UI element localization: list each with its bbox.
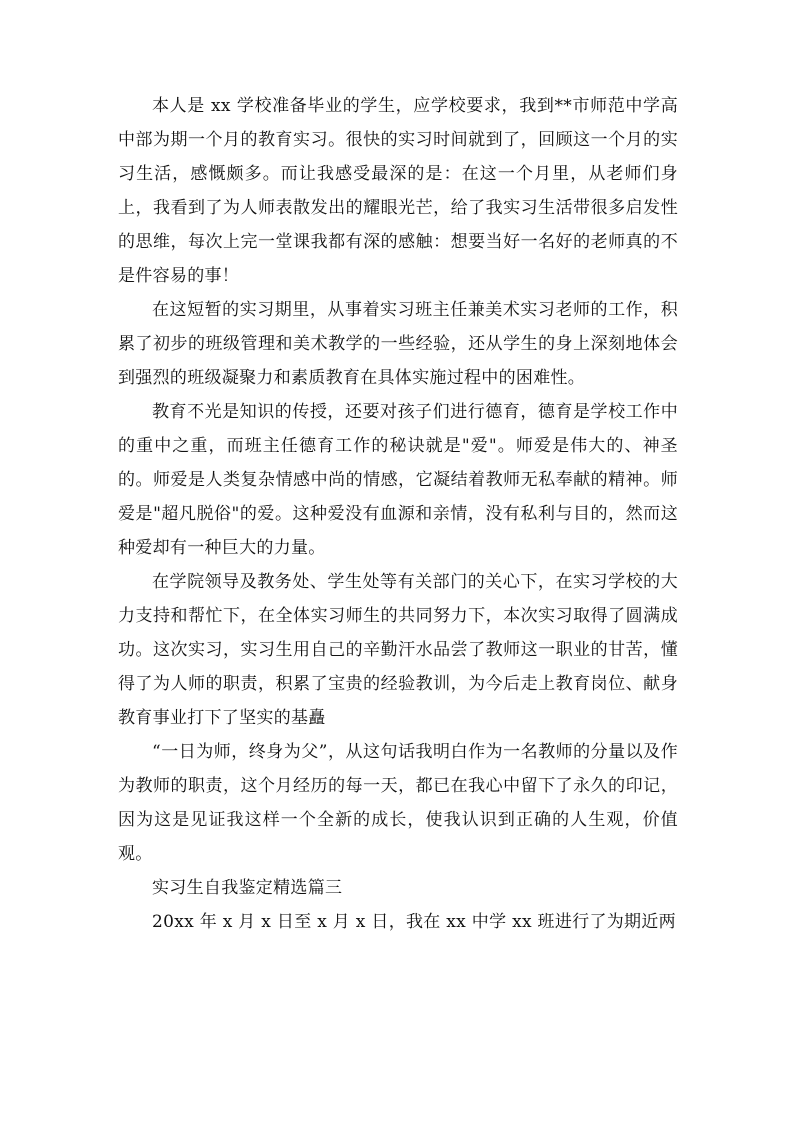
paragraph-intro: 本人是 xx 学校准备毕业的学生，应学校要求，我到**市师范中学高中部为期一个月的教育实习。很快的实习时间就到了，回顾这一个月的实习生活，感慨颇多。而让我感受最深的是：在这一个月里，从老师们身上，我看到了为人师表散发出的耀眼光芒，给了我实习生活带很多启发性的思维，每次上完一堂课我都有深的感触：想要当好一名好的老师真的不是件容易的事！ xyxy=(118,96,678,286)
paragraph-internship-work: 在这短暂的实习期里，从事着实习班主任兼美术实习老师的工作，积累了初步的班级管理和美术教学的一些经验，还从学生的身上深刻地体会到强烈的班级凝聚力和素质教育在具体实施过程中的困难性。 xyxy=(118,300,678,388)
paragraph-closing: 20xx 年 x 月 x 日至 x 月 x 日，我在 xx 中学 xx 班进行了为期近两 xyxy=(152,912,676,932)
document-body xyxy=(118,89,678,939)
paragraph-moral-education: 教育不光是知识的传授，还要对孩子们进行德育，德育是学校工作中的重中之重，而班主任德育工作的秘诀就是"爱"。师爱是伟大的、神圣的。师爱是人类复杂情感中尚的情感，它凝结着教师无私奉献的精神。师爱是"超凡脱俗"的爱。这种爱没有血源和亲情，没有私利与目的，然而这种爱却有一种巨大的力量。 xyxy=(118,402,678,558)
paragraph-success: 在学院领导及教务处、学生处等有关部门的关心下，在实习学校的大力支持和帮忙下，在全体实习师生的共同努力下，本次实习取得了圆满成功。这次实习，实习生用自己的辛勤汗水品尝了教师这一职业的甘苦，懂得了为人师的职责，积累了宝贵的经验教训，为今后走上教育岗位、献身教育事业打下了坚实的基矗 xyxy=(118,572,678,728)
paragraph-teacher-role: “一日为师，终身为父”，从这句话我明白作为一名教师的分量以及作为教师的职责，这个月经历的每一天，都已在我心中留下了永久的印记，因为这是见证我这样一个全新的成长，使我认识到正确的人生观，价值观。 xyxy=(118,742,678,864)
section-heading: 实习生自我鉴定精选篇三 xyxy=(152,878,343,898)
